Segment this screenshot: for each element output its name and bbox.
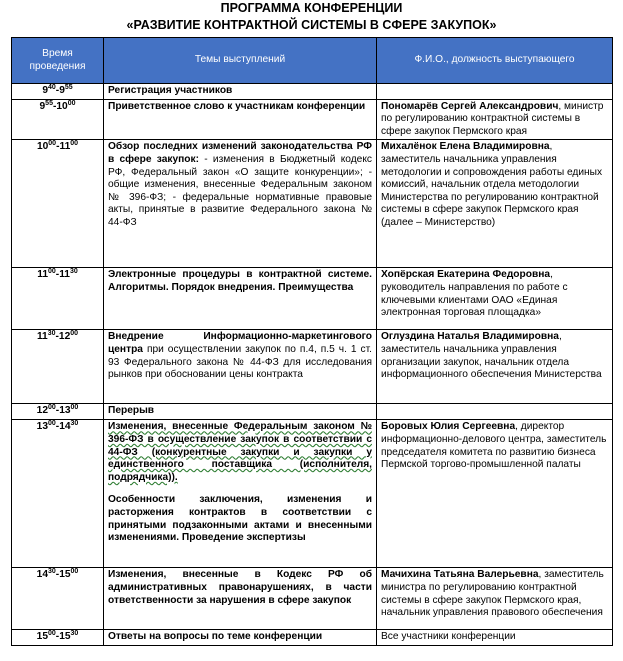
table-row: [12, 268, 613, 330]
table-row: [12, 84, 613, 100]
topic-cell: Внедрение Информационно-маркетингового центра при осуществлении закупок по п.4, п.5 ч. 1 ст. 93 Федерального закона № 44-ФЗ для исследования рынков при обосновании цены контракта: [104, 330, 377, 404]
table-row: [12, 140, 613, 268]
speaker-cell: Все участники конференции: [377, 630, 613, 646]
speaker-cell: Оглуздина Наталья Владимировна, заместитель начальника управления организации закупок, начальник отдела информационного обеспечения Министерства: [377, 330, 613, 404]
table-header-row: [12, 38, 613, 84]
speaker-cell: Мачихина Татьяна Валерьевна, заместитель министра по регулированию контрактной системы в сфере закупок Пермского края, начальник управления правового обеспечения: [377, 568, 613, 630]
table-row: [12, 404, 613, 420]
column-header-topic: Темы выступлений: [104, 38, 377, 84]
speaker-cell: [377, 84, 613, 100]
program-title: ПРОГРАММА КОНФЕРЕНЦИИ: [220, 1, 403, 15]
time-cell: $9^{40}-9^{55}$: [12, 84, 104, 100]
topic-cell: Электронные процедуры в контрактной системе. Алгоритмы. Порядок внедрения. Преимущества: [104, 268, 377, 330]
time-cell: $15^{00}-15^{30}$: [12, 630, 104, 646]
time-cell: $9^{55}-10^{00}$: [12, 99, 104, 140]
column-header-time: Время проведения: [12, 38, 104, 84]
table-row: [12, 99, 613, 140]
topic-cell: Обзор последних изменений законодательства РФ в сфере закупок: - изменения в Бюджетный кодекс РФ, Федеральный закон «О защите конкуренции»; - общие изменения, внесенные Федеральным законом № 396-ФЗ; - федеральные нормативные правовые акты, принятые в развитие Федерального закона № 44-ФЗ: [104, 140, 377, 268]
table-row: [12, 330, 613, 404]
table-row: [12, 420, 613, 568]
time-cell: $11^{00}-11^{30}$: [12, 268, 104, 330]
time-cell: $13^{00}-14^{30}$: [12, 420, 104, 568]
speaker-cell: Боровых Юлия Сергеевна, директор информационно-делового центра, заместитель председателя комитета по развитию бизнеса Пермской торгово-промышленной палаты: [377, 420, 613, 568]
speaker-cell: Михалёнок Елена Владимировна, заместитель начальника управления методологии и сопровождения работы единых комиссий, начальник отдела методологии Министерства по регулированию контрактной системы в сфере закупок Пермского края (далее – Министерство): [377, 140, 613, 268]
table-row: [12, 630, 613, 646]
topic-cell: Регистрация участников: [104, 84, 377, 100]
time-cell: $10^{00}-11^{00}$: [12, 140, 104, 268]
table-row: [12, 568, 613, 630]
column-header-speaker: Ф.И.О., должность выступающего: [377, 38, 613, 84]
topic-cell: Перерыв: [104, 404, 377, 420]
conference-title: «РАЗВИТИЕ КОНТРАКТНОЙ СИСТЕМЫ В СФЕРЕ ЗАКУПОК»: [126, 18, 497, 32]
topic-cell: Приветственное слово к участникам конференции: [104, 99, 377, 140]
time-cell: $11^{30}-12^{00}$: [12, 330, 104, 404]
topic-cell: Ответы на вопросы по теме конференции: [104, 630, 377, 646]
speaker-cell: [377, 404, 613, 420]
speaker-cell: Пономарёв Сергей Александрович, министр по регулированию контрактной системы в сфере закупок Пермского края: [377, 99, 613, 140]
program-table: [11, 37, 613, 646]
time-cell: $14^{30}-15^{00}$: [12, 568, 104, 630]
time-cell: $12^{00}-13^{00}$: [12, 404, 104, 420]
topic-cell: Изменения, внесенные в Кодекс РФ об административных правонарушениях, в части ответственности за нарушения в сфере закупок: [104, 568, 377, 630]
speaker-cell: Хопёрская Екатерина Федоровна, руководитель направления по работе с ключевыми клиентами ОАО «Единая электронная торговая площадка»: [377, 268, 613, 330]
topic-cell: Изменения, внесенные Федеральным законом № 396-ФЗ в осуществление закупок в соответствии с 44-ФЗ (конкурентные закупки и закупки у единственного поставщика (исполнителя, подрядчика)). Особенности заключения, изменения и расторжения контрактов в соответствии с принятыми подзаконными актами и внесенными изменениями. Проведение экспертизы: [104, 420, 377, 568]
